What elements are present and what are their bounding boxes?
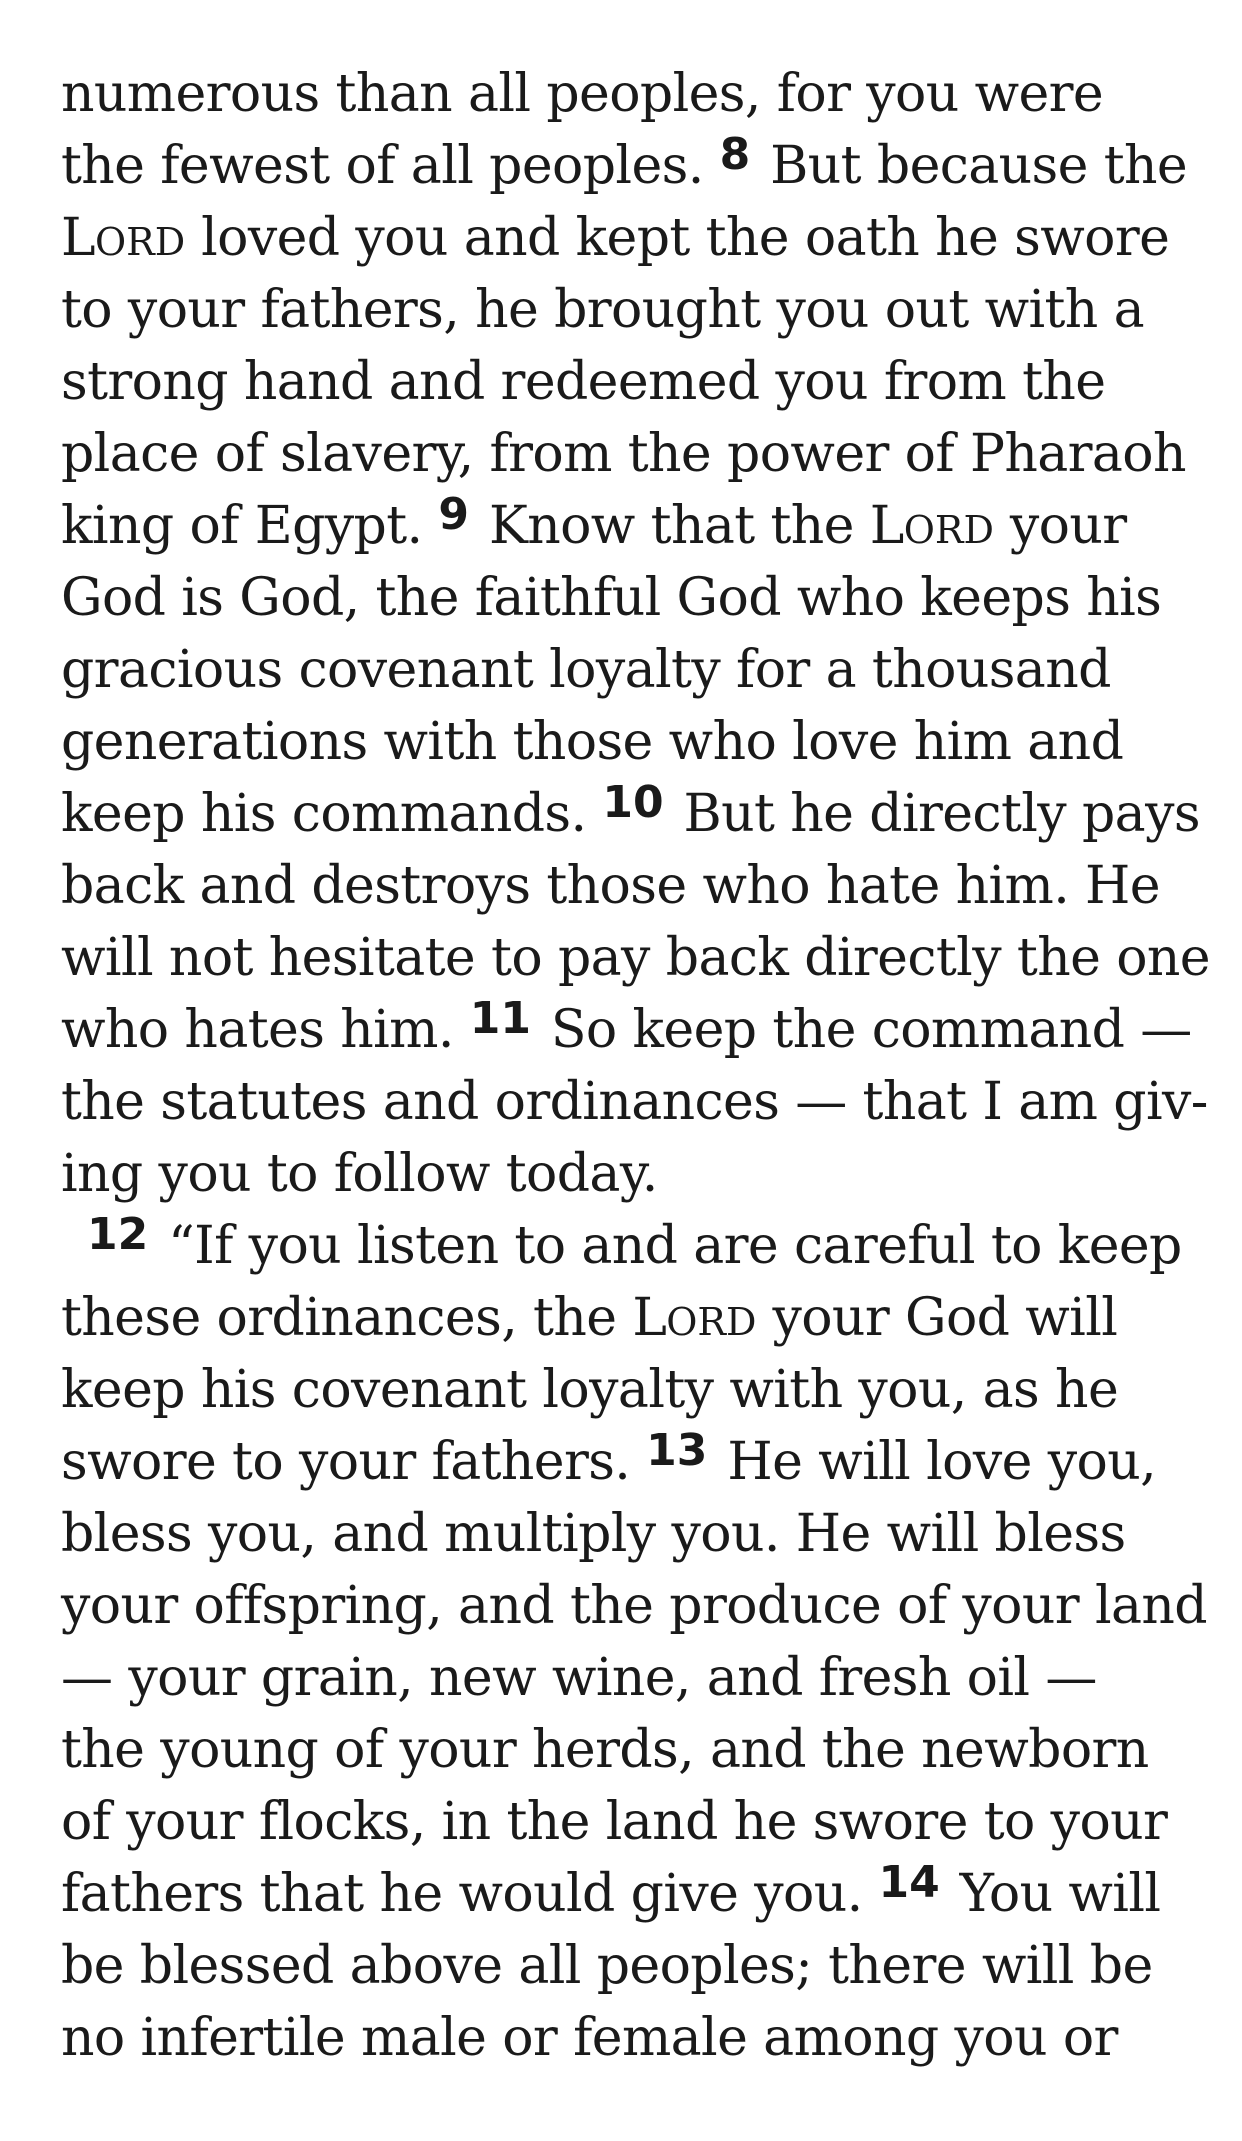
text-line: the statutes and ordinances — that I am giv- — [61, 1072, 1208, 1132]
verse-text: these ordinances, the — [61, 1288, 633, 1348]
verse-text: fathers that he would give you. — [61, 1864, 879, 1924]
text-line: your offspring, and the produce of your land — [61, 1576, 1207, 1636]
lord-small-caps: LORD — [869, 496, 994, 556]
text-line — [61, 490, 1211, 562]
verse-number: 13 — [646, 1425, 708, 1476]
verse-text: So keep the command — — [534, 1000, 1192, 1060]
verse-number: 12 — [87, 1209, 149, 1260]
verse-text: swore to your fathers. — [61, 1432, 647, 1492]
text-line — [61, 778, 1211, 850]
text-line — [61, 1282, 1211, 1354]
verse-text: who hates him. — [61, 1000, 470, 1060]
verse-text: “If you listen to and are careful to keep — [152, 1216, 1182, 1276]
verse-text: the fewest of all peoples. — [61, 136, 720, 196]
verse-text: He will love you, — [711, 1432, 1157, 1492]
text-line: numerous than all peoples, for you were — [61, 64, 1104, 124]
text-line: back and destroys those who hate him. He — [61, 856, 1160, 916]
text-line: place of slavery, from the power of Pharaoh — [61, 424, 1186, 484]
text-line — [61, 1426, 1211, 1498]
text-line: — your grain, new wine, and fresh oil — — [61, 1648, 1097, 1708]
verse-text: your God will — [756, 1288, 1118, 1348]
text-line — [61, 1210, 1211, 1282]
verse-text: But he directly pays — [667, 784, 1200, 844]
text-line: ing you to follow today. — [61, 1144, 658, 1204]
text-line: bless you, and multiply you. He will bless — [61, 1504, 1126, 1564]
text-line: be blessed above all peoples; there will be — [61, 1936, 1153, 1996]
verse-text: king of Egypt. — [61, 496, 439, 556]
verse-number: 9 — [438, 489, 470, 540]
text-line: no infertile male or female among you or — [61, 2008, 1118, 2068]
text-line — [61, 1858, 1211, 1930]
verse-number: 14 — [878, 1857, 940, 1908]
text-line: God is God, the faithful God who keeps his — [61, 568, 1162, 628]
text-line — [61, 202, 1211, 274]
verse-number: 10 — [602, 777, 664, 828]
verse-text: But because the — [754, 136, 1188, 196]
lord-small-caps: LORD — [61, 208, 186, 268]
text-line: to your fathers, he brought you out with a — [61, 280, 1145, 340]
text-line: the young of your herds, and the newborn — [61, 1720, 1149, 1780]
text-line: keep his covenant loyalty with you, as he — [61, 1360, 1119, 1420]
text-line: strong hand and redeemed you from the — [61, 352, 1106, 412]
verse-number: 11 — [469, 993, 531, 1044]
text-line: will not hesitate to pay back directly the one — [61, 928, 1210, 988]
verse-text: your — [993, 496, 1127, 556]
verse-text: You will — [943, 1864, 1161, 1924]
text-line: gracious covenant loyalty for a thousand — [61, 640, 1111, 700]
text-line — [61, 994, 1211, 1066]
text-line: of your flocks, in the land he swore to your — [61, 1792, 1168, 1852]
verse-text: keep his commands. — [61, 784, 603, 844]
text-line — [61, 130, 1211, 202]
lord-small-caps: LORD — [632, 1288, 757, 1348]
scripture-passage — [61, 58, 1211, 2074]
verse-number: 8 — [719, 129, 751, 180]
text-line: generations with those who love him and — [61, 712, 1124, 772]
verse-text: Know that the — [473, 496, 870, 556]
verse-text: loved you and kept the oath he swore — [185, 208, 1170, 268]
